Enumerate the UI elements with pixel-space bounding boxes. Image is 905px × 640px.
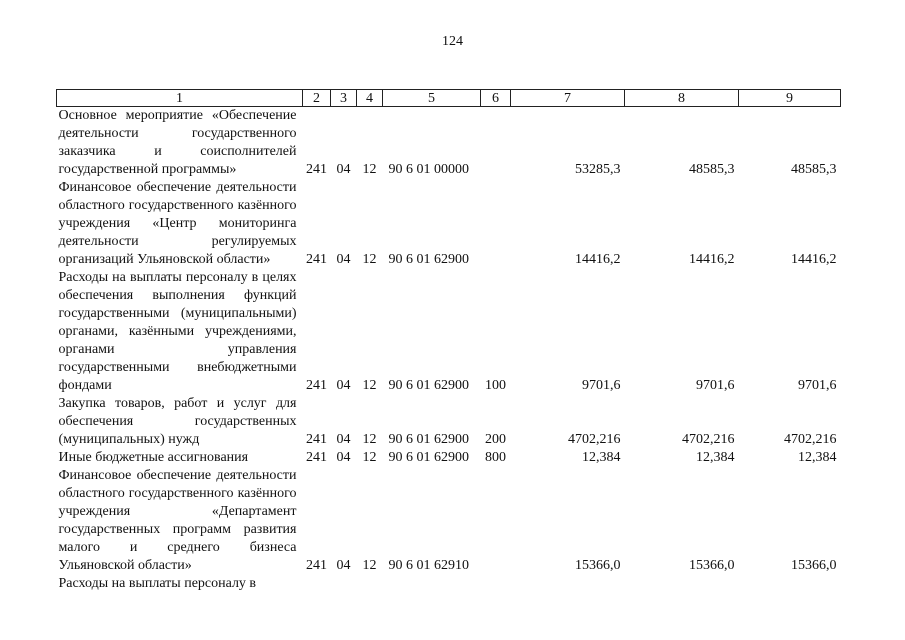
cell-expense-type: 200 xyxy=(485,432,506,447)
cell-target-code xyxy=(383,575,481,593)
table-row xyxy=(57,179,841,269)
table-body xyxy=(57,107,841,594)
cell-amount-1: 15366,0 xyxy=(575,558,621,573)
column-header-3: 3 xyxy=(331,90,357,107)
cell-section xyxy=(331,575,357,593)
header-row xyxy=(57,90,841,107)
cell-expense-type: 100 xyxy=(485,378,506,393)
table-row xyxy=(57,269,841,395)
cell-amount-2: 48585,3 xyxy=(689,162,735,177)
cell-amount-3: 14416,2 xyxy=(791,252,837,267)
column-header-6: 6 xyxy=(481,90,511,107)
column-header-9: 9 xyxy=(739,90,841,107)
cell-subsection: 12 xyxy=(362,558,377,573)
column-header-4: 4 xyxy=(357,90,383,107)
page-number: 124 xyxy=(442,34,463,49)
cell-amount-3: 48585,3 xyxy=(791,162,837,177)
cell-subsection: 12 xyxy=(362,378,377,393)
column-header-1: 1 xyxy=(57,90,303,107)
cell-amount-1: 14416,2 xyxy=(575,252,621,267)
column-header-2: 2 xyxy=(303,90,331,107)
table-row xyxy=(57,449,841,467)
row-description: Финансовое обеспечение деятельности областного государственного казённого учреждения «Центр мониторинга деятельности регулируемых организаций Ульяновской области» xyxy=(58,180,297,267)
cell-amount-3: 9701,6 xyxy=(798,378,837,393)
cell-amount-1 xyxy=(511,575,625,593)
cell-ministry: 241 xyxy=(306,162,327,177)
cell-amount-2: 9701,6 xyxy=(696,378,735,393)
cell-section: 04 xyxy=(336,450,351,465)
cell-amount-2: 15366,0 xyxy=(689,558,735,573)
cell-amount-2 xyxy=(625,575,739,593)
cell-ministry: 241 xyxy=(306,558,327,573)
cell-amount-3: 15366,0 xyxy=(791,558,837,573)
cell-target-code: 90 6 01 62900 xyxy=(388,450,469,465)
cell-amount-3 xyxy=(739,575,841,593)
row-description: Основное мероприятие «Обеспечение деятельности государственного заказчика и соисполнителей государственной программы» xyxy=(58,108,297,177)
cell-expense-type xyxy=(481,107,511,180)
table-row xyxy=(57,395,841,449)
cell-subsection: 12 xyxy=(362,252,377,267)
cell-amount-2: 12,384 xyxy=(696,450,735,465)
table-row xyxy=(57,107,841,180)
cell-ministry: 241 xyxy=(306,432,327,447)
cell-amount-1: 53285,3 xyxy=(575,162,621,177)
cell-ministry xyxy=(303,575,331,593)
cell-subsection: 12 xyxy=(362,450,377,465)
cell-ministry: 241 xyxy=(306,252,327,267)
table-header xyxy=(57,90,841,107)
cell-target-code: 90 6 01 62910 xyxy=(388,558,469,573)
column-header-8: 8 xyxy=(625,90,739,107)
table-row xyxy=(57,467,841,575)
cell-amount-3: 4702,216 xyxy=(784,432,837,447)
cell-target-code: 90 6 01 62900 xyxy=(388,252,469,267)
cell-target-code: 90 6 01 62900 xyxy=(388,432,469,447)
cell-section: 04 xyxy=(336,432,351,447)
cell-subsection: 12 xyxy=(362,432,377,447)
budget-table xyxy=(56,89,841,593)
row-description: Финансовое обеспечение деятельности областного государственного казённого учреждения «Департамент государственных программ развития малого и среднего бизнеса Ульяновской области» xyxy=(58,468,297,573)
cell-section: 04 xyxy=(336,252,351,267)
cell-expense-type xyxy=(481,179,511,269)
cell-expense-type xyxy=(481,575,511,593)
cell-subsection: 12 xyxy=(362,162,377,177)
cell-amount-2: 14416,2 xyxy=(689,252,735,267)
row-description: Закупка товаров, работ и услуг для обеспечения государственных (муниципальных) нужд xyxy=(58,396,297,447)
cell-target-code: 90 6 01 00000 xyxy=(388,162,469,177)
cell-ministry: 241 xyxy=(306,378,327,393)
cell-ministry: 241 xyxy=(306,450,327,465)
cell-amount-3: 12,384 xyxy=(798,450,837,465)
cell-amount-1: 12,384 xyxy=(582,450,621,465)
cell-amount-2: 4702,216 xyxy=(682,432,735,447)
row-description: Расходы на выплаты персоналу в xyxy=(58,576,257,591)
cell-section: 04 xyxy=(336,162,351,177)
row-description: Расходы на выплаты персоналу в целях обеспечения выполнения функций государственными (муниципальными) органами, казёнными учреждениями, органами управления государственными внебюджетными фондами xyxy=(58,270,297,393)
cell-amount-1: 9701,6 xyxy=(582,378,621,393)
cell-section: 04 xyxy=(336,558,351,573)
table-row xyxy=(57,575,841,593)
cell-subsection xyxy=(357,575,383,593)
cell-section: 04 xyxy=(336,378,351,393)
cell-target-code: 90 6 01 62900 xyxy=(388,378,469,393)
column-header-5: 5 xyxy=(383,90,481,107)
column-header-7: 7 xyxy=(511,90,625,107)
cell-expense-type xyxy=(481,467,511,575)
row-description: Иные бюджетные ассигнования xyxy=(58,450,249,465)
cell-amount-1: 4702,216 xyxy=(568,432,621,447)
cell-expense-type: 800 xyxy=(485,450,506,465)
